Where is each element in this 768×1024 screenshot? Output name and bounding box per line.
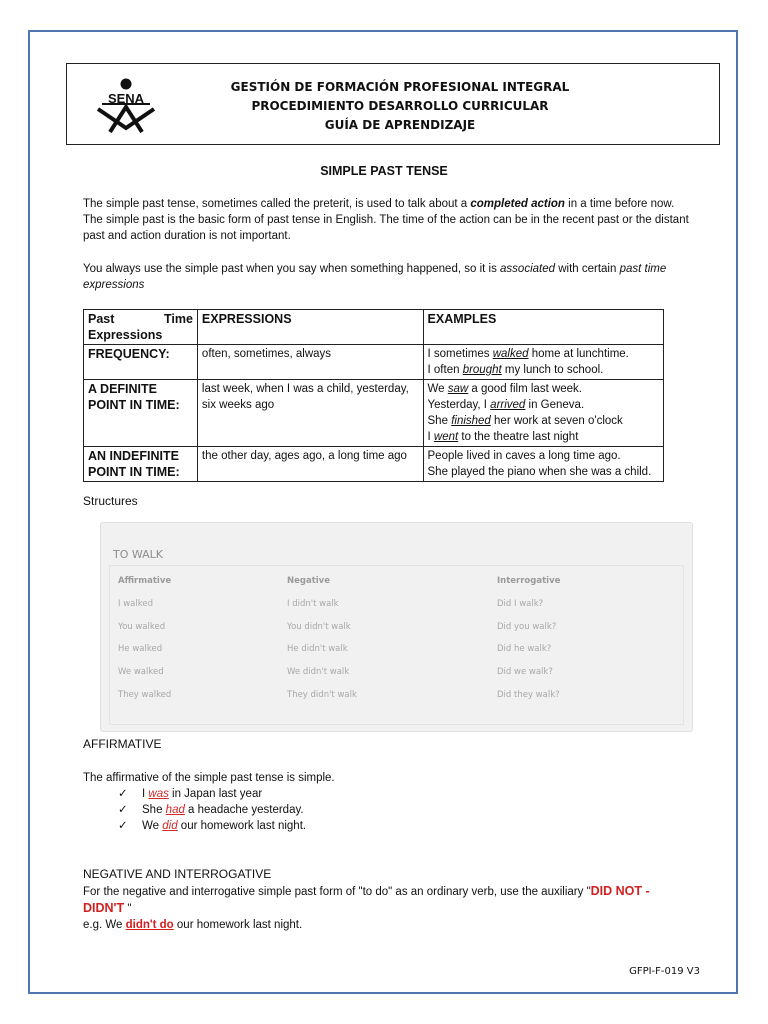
affirmative-heading: AFFIRMATIVE — [83, 737, 162, 751]
example-sentence: We saw a good film last week. — [427, 383, 582, 395]
column-header: Interrogative — [497, 576, 561, 586]
header-line-1: GESTIÓN DE FORMACIÓN PROFESIONAL INTEGRAL — [230, 80, 570, 94]
structures-label: Structures — [83, 494, 138, 508]
intro-text: You always use the simple past when you say when something happened, so it is — [83, 263, 501, 275]
expressions-text: the other day, ages ago, a long time ago — [201, 450, 407, 462]
example-sentence: I sometimes walked home at lunchtime. — [427, 348, 629, 360]
conjugation-row: He walked He didn't walk Did he walk? — [118, 644, 552, 654]
example-text: our homework last night. — [173, 919, 303, 931]
emphasis-expressions: expressions — [83, 279, 145, 291]
table-row — [84, 447, 664, 482]
conjugation-table — [109, 565, 684, 725]
table-header-cell — [84, 310, 198, 345]
example-sentence: I often brought my lunch to school. — [427, 364, 604, 376]
negative-heading: NEGATIVE AND INTERROGATIVE — [83, 867, 272, 881]
list-item: ✓ I was in Japan last year — [118, 788, 263, 800]
row-label-text: A DEFINITE — [88, 382, 157, 396]
conjugation-row: I walked I didn't walk Did I walk? — [118, 599, 544, 609]
row-label-text: FREQUENCY: — [88, 347, 170, 361]
sena-logo-text: SENA — [107, 91, 145, 106]
conjugation-panel — [100, 522, 693, 732]
table-expressions-cell — [197, 447, 423, 482]
check-icon: ✓ — [118, 804, 128, 816]
example-text: e.g. We — [83, 919, 126, 931]
table-examples-cell — [423, 380, 663, 447]
table-row — [84, 345, 664, 380]
table-examples-cell — [423, 345, 663, 380]
intro-text: with certain — [555, 263, 620, 275]
emphasis-completed-action: completed action — [470, 198, 565, 210]
table-examples-cell — [423, 447, 663, 482]
example-sentence: She played the piano when she was a child. — [427, 466, 652, 478]
intro-text: in a time before now. — [564, 198, 675, 210]
table-row — [84, 380, 664, 447]
conjugation-header-row — [110, 570, 683, 592]
intro-text: past and action duration is not important. — [83, 230, 291, 242]
form-code: GFPI-F-019 V3 — [629, 966, 700, 977]
conjugation-row: You walked You didn't walk Did you walk? — [118, 622, 557, 632]
table-row-label — [84, 345, 198, 380]
example-sentence: Yesterday, I arrived in Geneva. — [427, 399, 585, 411]
header-word: Past — [88, 312, 115, 326]
row-label-text: AN INDEFINITE — [88, 449, 179, 463]
table-row-label — [84, 380, 198, 447]
negative-text-part: For the negative and interrogative simple past form of "to do" as an ordinary verb, use the auxiliary " — [83, 886, 591, 898]
header-line-3: GUÍA DE APRENDIZAJE — [324, 118, 476, 132]
header-line-2: PROCEDIMIENTO DESARROLLO CURRICULAR — [251, 99, 549, 113]
intro-paragraph-2 — [83, 261, 703, 293]
row-label-text: POINT IN TIME: — [88, 398, 180, 412]
expressions-text: six weeks ago — [201, 399, 275, 411]
emphasis-past-time: past time — [619, 263, 667, 275]
negative-text — [83, 883, 708, 933]
page-title: SIMPLE PAST TENSE — [320, 164, 448, 178]
header-titles — [200, 78, 600, 135]
intro-text: The simple past is the basic form of past tense in English. The time of the action can be in the recent past or the distant — [83, 214, 689, 226]
example-sentence: People lived in caves a long time ago. — [427, 450, 621, 462]
column-header: Negative — [287, 576, 330, 586]
example-sentence: I went to the theatre last night — [427, 431, 579, 443]
column-header: Affirmative — [118, 576, 172, 586]
expressions-text: last week, when I was a child, yesterday, — [201, 383, 409, 395]
auxiliary-did-not: DID NOT - — [590, 884, 650, 898]
row-label-text: POINT IN TIME: — [88, 465, 180, 479]
table-header-cell: EXAMPLES — [423, 310, 663, 345]
past-time-expressions-table — [83, 309, 664, 482]
table-header-row — [84, 310, 664, 345]
expressions-text: often, sometimes, always — [201, 348, 332, 360]
example-sentence: She finished her work at seven o'clock — [427, 415, 623, 427]
conjugation-row: They walked They didn't walk Did they walk? — [118, 690, 560, 700]
header-word: Time — [163, 312, 193, 326]
affirmative-examples-list — [118, 786, 306, 834]
emphasis-associated: associated — [500, 263, 556, 275]
verb-title: TO WALK — [113, 548, 164, 561]
table-expressions-cell — [197, 380, 423, 447]
intro-paragraph-1 — [83, 196, 703, 244]
table-row-label — [84, 447, 198, 482]
affirmative-text: The affirmative of the simple past tense is simple. — [83, 772, 335, 784]
table-expressions-cell — [197, 345, 423, 380]
auxiliary-didnt: DIDN'T — [83, 901, 125, 915]
table-header-cell: EXPRESSIONS — [197, 310, 423, 345]
example-verb: didn't do — [125, 919, 174, 931]
intro-text: The simple past tense, sometimes called the preterit, is used to talk about a — [83, 198, 471, 210]
check-icon: ✓ — [118, 788, 128, 800]
sena-logo — [96, 76, 156, 134]
negative-text-part: " — [124, 903, 132, 915]
conjugation-row: We walked We didn't walk Did we walk? — [118, 667, 553, 677]
list-item: ✓ We did our homework last night. — [118, 820, 307, 832]
list-item: ✓ She had a headache yesterday. — [118, 804, 304, 816]
check-icon: ✓ — [118, 820, 128, 832]
header-word: Expressions — [88, 328, 163, 342]
